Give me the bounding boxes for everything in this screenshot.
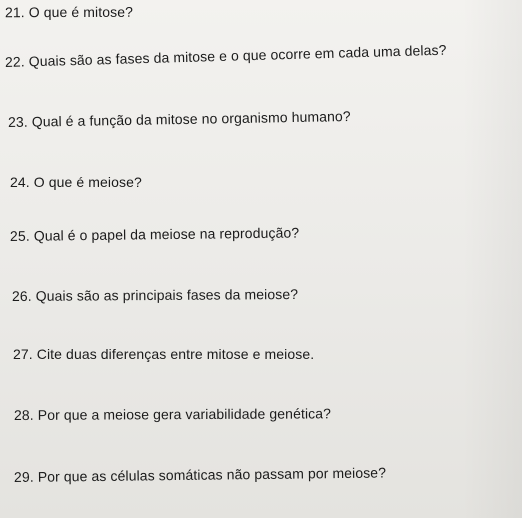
question-23 bbox=[8, 108, 351, 130]
question-number: 29. bbox=[13, 468, 34, 485]
question-number: 27. bbox=[13, 346, 33, 362]
question-number: 24. bbox=[10, 174, 30, 190]
question-text: O que é meiose? bbox=[33, 174, 142, 190]
question-26 bbox=[12, 286, 298, 304]
question-text: Cite duas diferenças entre mitose e meiose. bbox=[36, 346, 315, 362]
question-number: 21. bbox=[4, 4, 25, 21]
question-28 bbox=[14, 405, 331, 423]
question-number: 22. bbox=[4, 53, 25, 70]
question-27 bbox=[13, 346, 314, 362]
question-text: Qual é a função da mitose no organismo humano? bbox=[31, 108, 351, 130]
question-text: O que é mitose? bbox=[28, 3, 134, 21]
question-21 bbox=[5, 4, 133, 20]
page-shadow bbox=[462, 0, 522, 518]
question-text: Qual é o papel da meiose na reprodução? bbox=[33, 224, 300, 244]
question-24 bbox=[10, 174, 142, 190]
question-number: 28. bbox=[13, 406, 34, 423]
question-number: 23. bbox=[7, 113, 28, 130]
question-number: 25. bbox=[9, 227, 30, 244]
question-25 bbox=[10, 224, 299, 244]
question-text: Quais são as fases da mitose e o que ocorre em cada uma delas? bbox=[28, 41, 447, 70]
question-number: 26. bbox=[11, 287, 32, 304]
question-29 bbox=[14, 464, 386, 485]
question-22 bbox=[5, 42, 447, 70]
question-text: Por que a meiose gera variabilidade genética? bbox=[37, 405, 332, 423]
question-text: Por que as células somáticas não passam por meiose? bbox=[37, 464, 387, 485]
question-text: Quais são as principais fases da meiose? bbox=[35, 286, 299, 304]
